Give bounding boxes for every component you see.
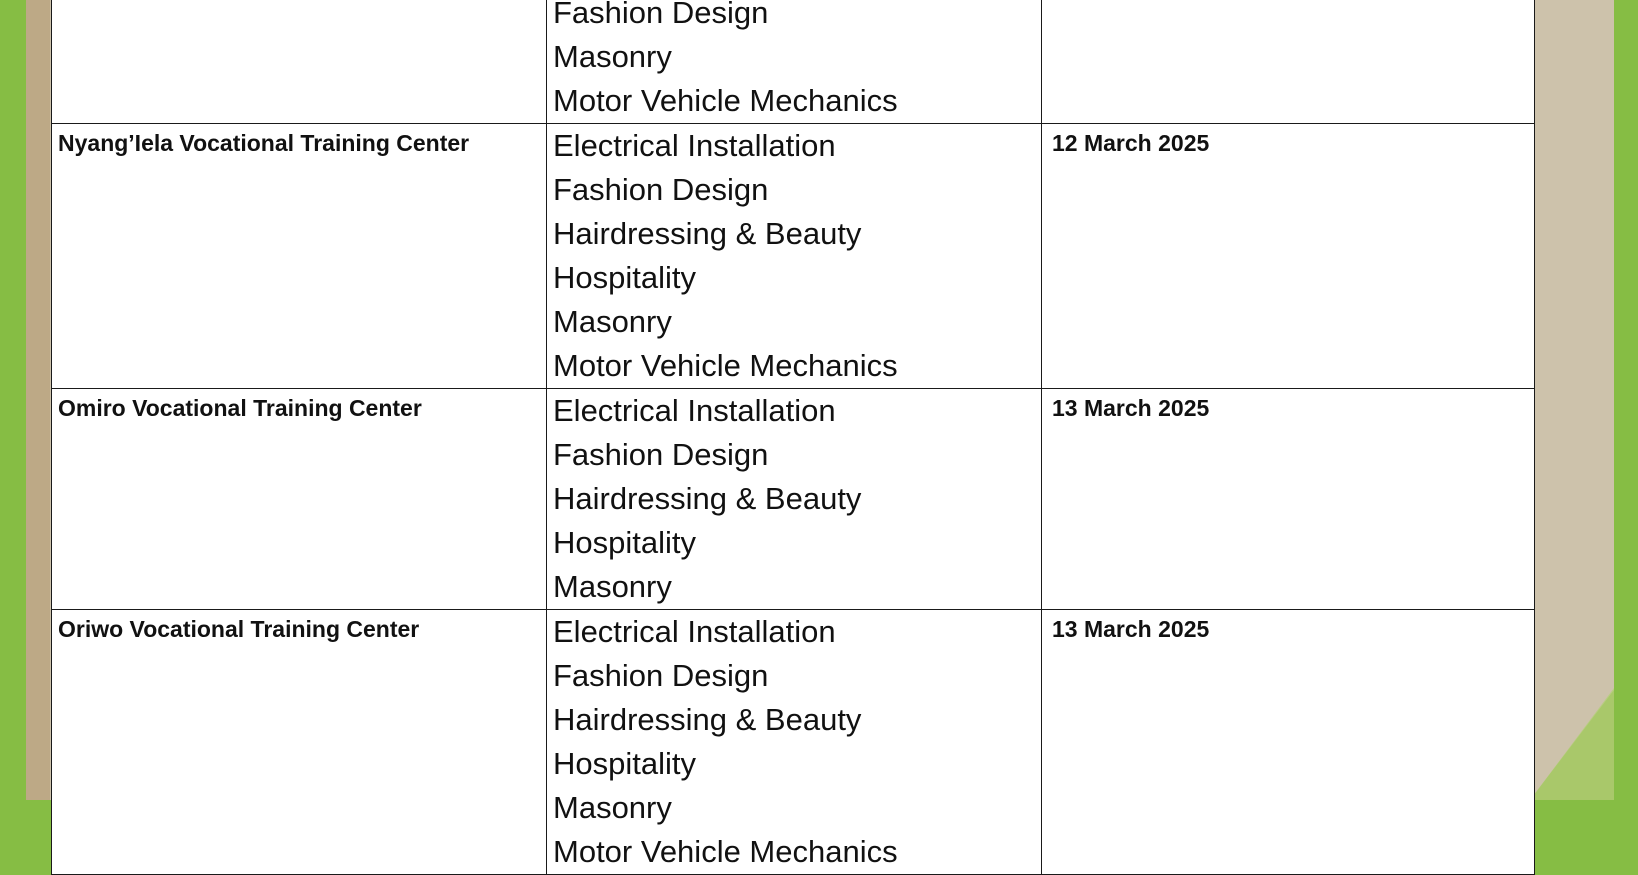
table-row [52,389,1535,610]
course-item: Fashion Design [553,0,769,30]
course-item: Motor Vehicle Mechanics [553,348,898,383]
course-item: Hairdressing & Beauty [553,481,862,516]
date-cell [1042,124,1535,389]
center-name: Omiro Vocational Training Center [58,395,422,421]
course-item: Hairdressing & Beauty [553,216,862,251]
courses-cell [547,610,1042,875]
center-cell [52,0,547,124]
date-cell [1042,0,1535,124]
table-row [52,610,1535,875]
course-item: Hospitality [553,260,696,295]
course-item: Hairdressing & Beauty [553,702,862,737]
courses-cell [547,389,1042,610]
course-item: Masonry [553,304,672,339]
page-border-tan-left [26,0,50,800]
course-item: Electrical Installation [553,393,836,428]
date-cell [1042,610,1535,875]
training-schedule-table [51,0,1535,875]
course-item: Electrical Installation [553,614,836,649]
course-item: Fashion Design [553,658,769,693]
course-item: Electrical Installation [553,128,836,163]
course-item: Motor Vehicle Mechanics [553,83,898,118]
course-item: Masonry [553,790,672,825]
course-item: Motor Vehicle Mechanics [553,834,898,869]
table-row [52,0,1535,124]
session-date: 12 March 2025 [1052,130,1210,156]
date-cell [1042,389,1535,610]
center-cell [52,610,547,875]
courses-cell [547,124,1042,389]
center-name: Nyang’Iela Vocational Training Center [58,130,470,156]
courses-cell [547,0,1042,124]
table-row [52,124,1535,389]
course-item: Hospitality [553,746,696,781]
course-item: Masonry [553,569,672,604]
center-name: Oriwo Vocational Training Center [58,616,420,642]
course-item: Fashion Design [553,437,769,472]
session-date: 13 March 2025 [1052,395,1210,421]
center-cell [52,389,547,610]
session-date: 13 March 2025 [1052,616,1210,642]
center-cell [52,124,547,389]
course-item: Hospitality [553,525,696,560]
course-item: Fashion Design [553,172,769,207]
course-item: Masonry [553,39,672,74]
